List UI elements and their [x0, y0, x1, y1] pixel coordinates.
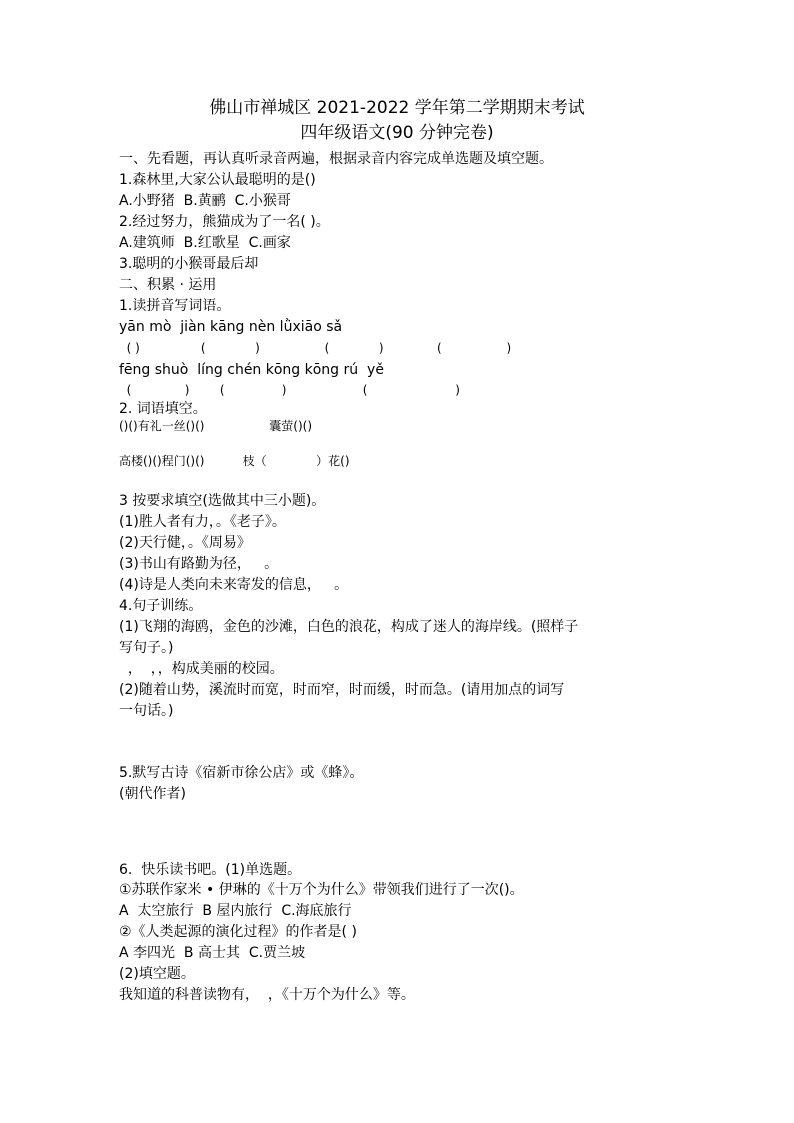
- options-line: A 太空旅行 B 屋内旅行 C.海底旅行: [119, 903, 352, 919]
- question-line: ②《人类起源的演化过程》的作者是( ): [119, 924, 357, 940]
- question-line: (2)填空题。: [119, 966, 195, 982]
- options-line: A 李四光 B 高士其 C.贾兰坡: [119, 945, 306, 961]
- section-2-heading: 二、积累 · 运用: [119, 277, 217, 293]
- question-line: (1)飞翔的海鸥，金色的沙滩，白色的浪花，构成了迷人的海岸线。(照样子: [119, 619, 579, 635]
- question-line: 写句子。): [119, 640, 174, 656]
- answer-blanks-line: ( ) ( ) ( ): [119, 383, 460, 397]
- answer-blanks-line: ( ) ( ) ( ) ( ): [119, 341, 512, 355]
- section-1-instruction: 一、先看题，再认真听录音两遍，根据录音内容完成单选题及填空题。: [119, 151, 553, 167]
- question-line: 1.森林里,大家公认最聪明的是(): [119, 172, 316, 188]
- question-line: (朝代作者): [119, 786, 186, 802]
- question-line: 2. 词语填空。: [119, 401, 207, 417]
- question-line: (2)随着山势，溪流时而宽，时而窄，时而缓，时而急。(请用加点的词写: [119, 682, 565, 698]
- question-line: 4.句子训练。: [119, 598, 203, 614]
- pinyin-line: fēng shuò líng chén kōng kōng rú yě: [119, 362, 384, 378]
- question-line: 3.聪明的小猴哥最后却: [119, 256, 259, 272]
- options-line: A.小野猪 B.黄鹂 C.小猴哥: [119, 193, 291, 209]
- exam-subtitle: 四年级语文(90 分钟完卷): [300, 123, 494, 143]
- question-line: 5.默写古诗《宿新市徐公店》或《蜂》。: [119, 765, 364, 781]
- question-line: 6. 快乐读书吧。(1)单选题。: [119, 862, 302, 878]
- question-line: 我知道的科普读物有， ，《十万个为什么》等。: [119, 987, 415, 1003]
- question-line: (4)诗是人类向未来寄发的信息， 。: [119, 577, 349, 593]
- question-line: 1.读拼音写词语。: [119, 298, 231, 314]
- question-line: 3 按要求填空(选做其中三小题)。: [119, 493, 326, 509]
- pinyin-line: yān mò jiàn kāng nèn lǜxiāo sǎ: [119, 319, 343, 335]
- question-line: 2.经过努力，熊猫成为了一名( )。: [119, 214, 330, 230]
- question-line: (3)书山有路勤为径， 。: [119, 556, 279, 572]
- fill-words-line: 高楼()()程门()() 枝（ ）花(): [119, 454, 350, 468]
- question-line: ， ，，构成美丽的校园。: [119, 661, 284, 677]
- fill-words-line: ()()有礼一丝()() 囊萤()(): [119, 419, 313, 433]
- question-line: ①苏联作家米 • 伊琳的《十万个为什么》带领我们进行了一次()。: [119, 882, 524, 898]
- question-line: (1)胜人者有力，。《老子》。: [119, 514, 286, 530]
- options-line: A.建筑师 B.红歌星 C.画家: [119, 235, 291, 251]
- question-line: (2)天行健，。《周易》: [119, 535, 251, 551]
- exam-title: 佛山市禅城区 2021-2022 学年第二学期期末考试: [209, 98, 585, 118]
- question-line: 一句话。): [119, 703, 174, 719]
